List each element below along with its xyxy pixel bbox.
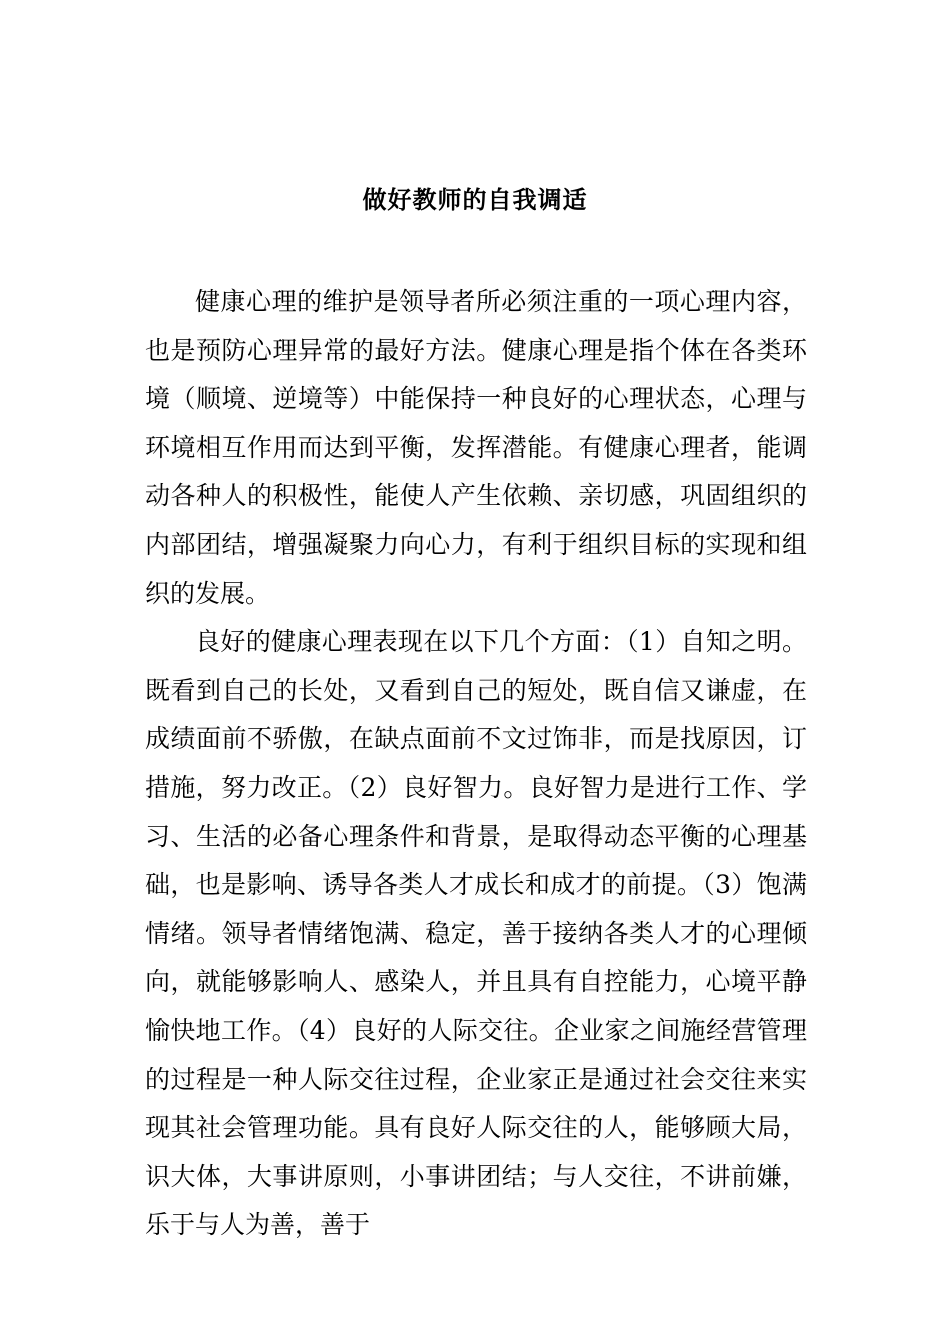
paragraph-1: 健康心理的维护是领导者所必须注重的一项心理内容，也是预防心理异常的最好方法。健康心理是指个体在各类环境（顺境、逆境等）中能保持一种良好的心理状态，心理与环境相互作用而达到平衡，发挥潜能。有健康心理者，能调动各种人的积极性，能使人产生依赖、亲切感，巩固组织的内部团结，增强凝聚力向心力，有利于组织目标的实现和组织的发展。 [145, 287, 807, 608]
paragraph-2: 良好的健康心理表现在以下几个方面：（1）自知之明。既看到自己的长处，又看到自己的短处，既自信又谦虚，在成绩面前不骄傲，在缺点面前不文过饰非，而是找原因，订措施，努力改正。（2）良好智力。良好智力是进行工作、学习、生活的必备心理条件和背景，是取得动态平衡的心理基础，也是影响、诱导各类人才成长和成才的前提。（3）饱满情绪。领导者情绪饱满、稳定，善于接纳各类人才的心理倾向，就能够影响人、感染人，并且具有自控能力，心境平静愉快地工作。（4）良好的人际交往。企业家之间施经营管理的过程是一种人际交往过程，企业家正是通过社会交往来实现其社会管理功能。具有良好人际交往的人，能够顾大局，识大体，大事讲原则，小事讲团结；与人交往，不讲前嫌，乐于与人为善，善于 [145, 627, 807, 1240]
document-title: 做好教师的自我调适 [362, 185, 588, 214]
document-body [145, 278, 807, 1250]
